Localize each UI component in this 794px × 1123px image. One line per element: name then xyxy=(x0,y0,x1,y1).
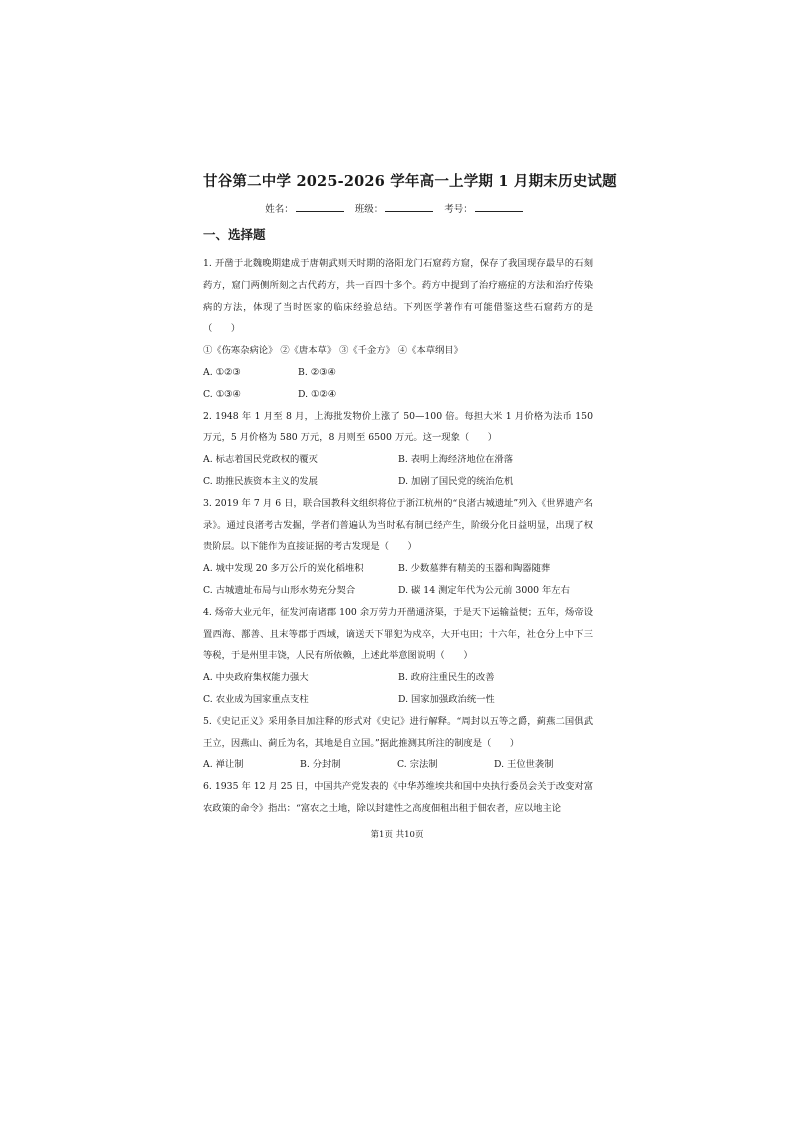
page-content xyxy=(203,170,617,820)
option-b[interactable]: B. 少数墓葬有精美的玉器和陶器随葬 xyxy=(398,563,551,575)
options-row xyxy=(203,754,593,776)
question-stem: 3. 2019 年 7 月 6 日，联合国教科文组织将位于浙江杭州的“良渚古城遗址”列入《世界遗产名录》。通过良渚考古发掘，学者们普遍认为当时私有制已经产生，阶级分化日益明显，出现了权贵阶层。以下能作为直接证据的考古发现是（ ） xyxy=(203,497,593,553)
option-a[interactable]: A. 标志着国民党政权的覆灭 xyxy=(203,454,318,466)
option-d[interactable]: D. 国家加强政治统一性 xyxy=(398,693,495,705)
question-stem: 4. 炀帝大业元年，征发河南诸郡 100 余万劳力开凿通济渠，于是天下运输益便；五年，炀帝设置西海、鄯善、且末等郡于西域，谪送天下罪犯为戍卒，大开屯田；十六年，社仓分上中下三等税，于是州里丰饶，人民有所依赖，上述此举意图说明（ ） xyxy=(203,606,593,662)
option-b[interactable]: B. 分封制 xyxy=(300,759,341,771)
exam-title: 甘谷第二中学 2025-2026 学年高一上学期 1 月期末历史试题 xyxy=(203,173,617,190)
question-4 xyxy=(203,602,593,711)
option-c[interactable]: C. 助推民族资本主义的发展 xyxy=(203,475,318,487)
option-d[interactable]: D. 加剧了国民党的统治危机 xyxy=(398,475,514,487)
options-row xyxy=(203,362,593,384)
option-a[interactable]: A. 城中发现 20 多万公斤的炭化稻堆积 xyxy=(203,563,364,575)
exam-no-label: 考号： xyxy=(444,204,473,215)
exam-no-blank xyxy=(475,202,523,212)
options-row xyxy=(203,471,593,493)
name-blank xyxy=(296,202,344,212)
section-title: 一、选择题 xyxy=(203,227,266,242)
option-c[interactable]: C. 宗法制 xyxy=(397,759,438,771)
question-stem: 2. 1948 年 1 月至 8 月，上海批发物价上涨了 50—100 倍。每担大米 1 月价格为法币 150 万元，5 月价格为 580 万元，8 月则至 6500 万元。这一现象（ ） xyxy=(203,410,593,444)
options-row xyxy=(203,558,593,580)
name-label: 姓名： xyxy=(265,204,294,215)
page-footer: 第1页 共10页 xyxy=(370,830,424,840)
option-a[interactable]: A. 禅让制 xyxy=(203,759,244,771)
options-row xyxy=(203,689,593,711)
class-blank xyxy=(385,202,433,212)
option-d[interactable]: D. ①②④ xyxy=(298,388,337,400)
question-extra: ①《伤寒杂病论》 ②《唐本草》 ③《千金方》 ④《本草纲目》 xyxy=(203,345,463,357)
question-5 xyxy=(203,711,593,776)
question-stem: 5.《史记正义》采用条目加注释的形式对《史记》进行解释。“周封以五等之爵，蓟燕二国俱武王立，因燕山、蓟丘为名，其地是自立国。”据此推测其所注的制度是（ ） xyxy=(203,715,593,749)
option-d[interactable]: D. 碳 14 测定年代为公元前 3000 年左右 xyxy=(398,584,570,596)
options-row xyxy=(203,384,593,406)
question-stem: 6. 1935 年 12 月 25 日，中国共产党发表的《中华苏维埃共和国中央执行委员会关于改变对富农政策的命令》指出：“富农之土地，除以封建性之高度佃租出租于佃农者，应以地主论 xyxy=(203,781,594,814)
class-label: 班级： xyxy=(354,204,384,215)
question-stem: 1. 开凿于北魏晚期建成于唐朝武则天时期的洛阳龙门石窟药方窟，保存了我国现存最早的石刻药方，窟门两侧所刻之古代药方，共一百四十多个。药方中提到了治疗癌症的方法和治疗传染病的方法，体现了当时医家的临床经验总结。下列医学著作有可能借鉴这些石窟药方的是（ ） xyxy=(203,258,593,335)
option-c[interactable]: C. 古城遗址布局与山形水势充分契合 xyxy=(203,584,356,596)
options-row xyxy=(203,580,593,602)
question-6 xyxy=(203,776,593,820)
question-1 xyxy=(203,253,593,406)
option-d[interactable]: D. 王位世袭制 xyxy=(494,759,554,771)
option-b[interactable]: B. 表明上海经济地位在滑落 xyxy=(398,454,514,466)
option-c[interactable]: C. 农业成为国家重点支柱 xyxy=(203,693,309,705)
option-a[interactable]: A. ①②③ xyxy=(203,366,241,378)
option-b[interactable]: B. 政府注重民生的改善 xyxy=(398,672,495,684)
option-a[interactable]: A. 中央政府集权能力强大 xyxy=(203,672,309,684)
options-row xyxy=(203,667,593,689)
options-row xyxy=(203,449,593,471)
option-b[interactable]: B. ②③④ xyxy=(298,366,336,378)
student-info-line xyxy=(203,201,593,215)
question-3 xyxy=(203,493,593,602)
option-c[interactable]: C. ①③④ xyxy=(203,388,241,400)
question-2 xyxy=(203,406,593,493)
